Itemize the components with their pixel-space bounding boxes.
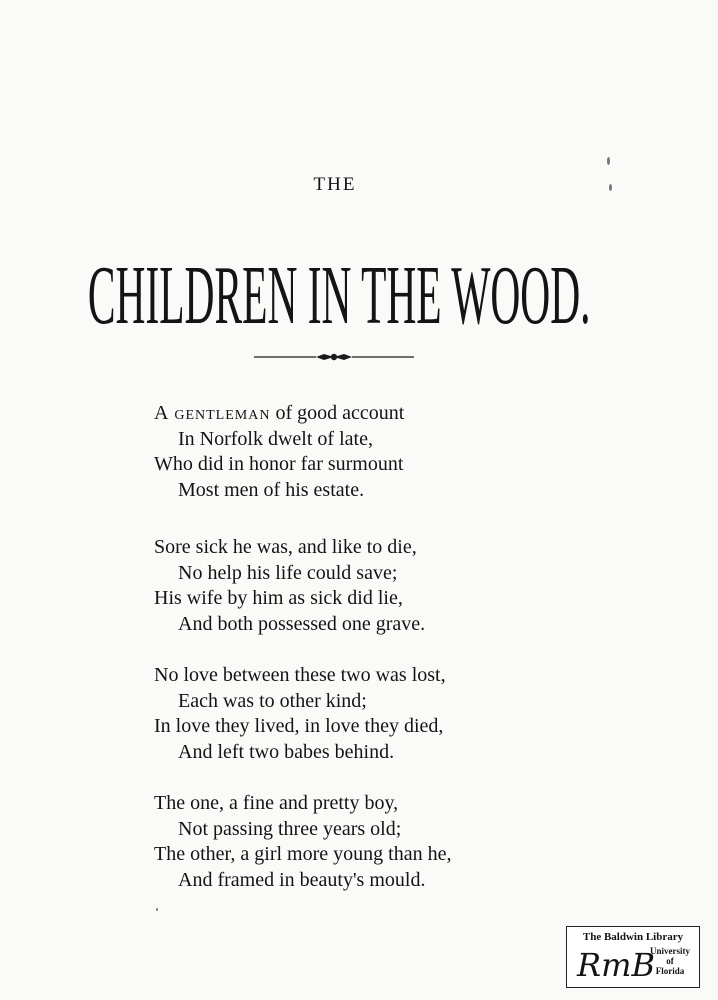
verse-line [154,401,574,427]
stanza-2 [154,535,574,637]
verse-line: And both possessed one grave. [178,612,426,635]
page-title: CHILDREN IN THE WOOD. [87,249,591,343]
stamp-logo: RmB [577,946,655,984]
stamp-university-line1: University [650,946,690,956]
verse-line: In love they lived, in love they died, [154,715,444,737]
verse-line: No help his life could save; [178,561,398,584]
verse-line-lead: A gentleman [154,402,271,424]
stamp-library-name: The Baldwin Library [582,931,684,943]
verse-line: The other, a girl more young than he, [154,843,452,865]
verse-line: No love between these two was lost, [154,664,446,686]
verse-line: Who did in honor far surmount [154,453,404,475]
stanza-3 [154,663,574,765]
scan-speck [156,908,158,911]
stamp-university-line3: Florida [655,966,685,976]
stamp-university-line2: of [666,956,674,966]
verse-line: And left two babes behind. [178,740,395,763]
pre-title: THE [313,174,357,195]
ornament-divider [254,350,414,364]
scan-speck [609,184,612,191]
library-stamp [566,926,700,988]
stanza-1 [154,401,574,503]
verse-line: Each was to other kind; [178,689,367,712]
verse-line: And framed in beauty's mould. [178,868,426,891]
verse-line: Most men of his estate. [178,478,365,501]
verse-line: Not passing three years old; [178,817,402,840]
verse-line-text: of good account [270,402,405,424]
verse-line: The one, a fine and pretty boy, [154,792,399,814]
verse-line: In Norfolk dwelt of late, [178,427,373,450]
scan-speck [607,157,610,165]
verse-line: Sore sick he was, and like to die, [154,536,417,558]
stamp-university [647,946,693,976]
verse-line: His wife by him as sick did lie, [154,587,403,609]
stanza-4 [154,791,574,893]
